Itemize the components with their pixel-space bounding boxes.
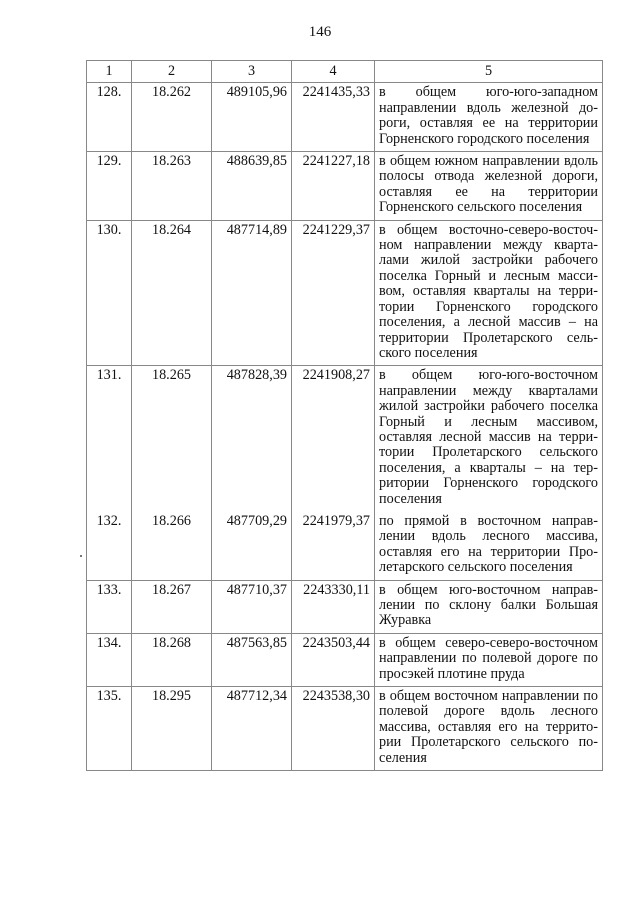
coordinate-x: 488639,85 (212, 152, 292, 221)
point-id: 18.295 (132, 687, 212, 771)
column-header-2: 2 (132, 61, 212, 83)
table-row (87, 220, 603, 366)
row-number: 135. (87, 687, 132, 771)
boundary-description: в общем восточно-северо-восточном направлении между кварталами жилой застройки рабочего поселка Горный и лесным массивом, оставляя кварталы на территории Горненского городского поселения, а лесной массив – на территории Пролетарского сельского поселения (375, 220, 603, 366)
table-row (87, 511, 603, 580)
table-row (87, 580, 603, 633)
point-id: 18.267 (132, 580, 212, 633)
boundary-description-table (86, 60, 603, 771)
point-id: 18.266 (132, 511, 212, 580)
coordinate-y: 2241908,27 (292, 366, 375, 512)
column-header-3: 3 (212, 61, 292, 83)
column-header-4: 4 (292, 61, 375, 83)
table-row (87, 152, 603, 221)
table-row (87, 366, 603, 512)
row-number: 132. (87, 511, 132, 580)
coordinate-y: 2241435,33 (292, 83, 375, 152)
point-id: 18.263 (132, 152, 212, 221)
coordinate-x: 487828,39 (212, 366, 292, 512)
row-number: 130. (87, 220, 132, 366)
coordinate-x: 487712,34 (212, 687, 292, 771)
coordinate-x: 487710,37 (212, 580, 292, 633)
coordinate-y: 2241979,37 (292, 511, 375, 580)
point-id: 18.265 (132, 366, 212, 512)
coordinate-y: 2241227,18 (292, 152, 375, 221)
boundary-description: в общем юго-восточном направлении по склону балки Большая Журавка (375, 580, 603, 633)
boundary-description: по прямой в восточном направлении вдоль лесного массива, оставляя его на территории Пролетарского сельского поселения (375, 511, 603, 580)
table-header-row (87, 61, 603, 83)
table-row (87, 83, 603, 152)
coordinate-x: 487714,89 (212, 220, 292, 366)
boundary-description: в общем юго-юго-восточном направлении между кварталами жилой застройки рабочего поселка Горный и лесным массивом, оставляя лесной массив на территории Пролетарского сельского поселения, а кварталы – на территории Горненского городского поселения (375, 366, 603, 512)
coordinate-x: 487709,29 (212, 511, 292, 580)
point-id: 18.264 (132, 220, 212, 366)
scan-speck (80, 555, 82, 557)
coordinate-y: 2243538,30 (292, 687, 375, 771)
point-id: 18.262 (132, 83, 212, 152)
column-header-5: 5 (375, 61, 603, 83)
coordinate-x: 487563,85 (212, 633, 292, 686)
boundary-description: в общем южном направлении вдоль полосы отвода железной дороги, оставляя ее на территории Горненского сельского поселения (375, 152, 603, 221)
row-number: 131. (87, 366, 132, 512)
boundary-description: в общем северо-северо-восточном направлении по полевой дороге по просэкей плотине пруда (375, 633, 603, 686)
coordinate-y: 2243330,11 (292, 580, 375, 633)
row-number: 134. (87, 633, 132, 686)
row-number: 129. (87, 152, 132, 221)
table-row (87, 633, 603, 686)
table-row (87, 687, 603, 771)
column-header-1: 1 (87, 61, 132, 83)
coordinate-x: 489105,96 (212, 83, 292, 152)
row-number: 128. (87, 83, 132, 152)
page-number: 146 (308, 24, 332, 40)
row-number: 133. (87, 580, 132, 633)
boundary-description: в общем восточном направлении по полевой дороге вдоль лесного массива, оставляя его на территории Пролетарского сельского поселения (375, 687, 603, 771)
coordinate-y: 2241229,37 (292, 220, 375, 366)
boundary-description: в общем юго-юго-западном направлении вдоль железной дороги, оставляя ее на территории Горненского городского поселения (375, 83, 603, 152)
coordinate-y: 2243503,44 (292, 633, 375, 686)
point-id: 18.268 (132, 633, 212, 686)
